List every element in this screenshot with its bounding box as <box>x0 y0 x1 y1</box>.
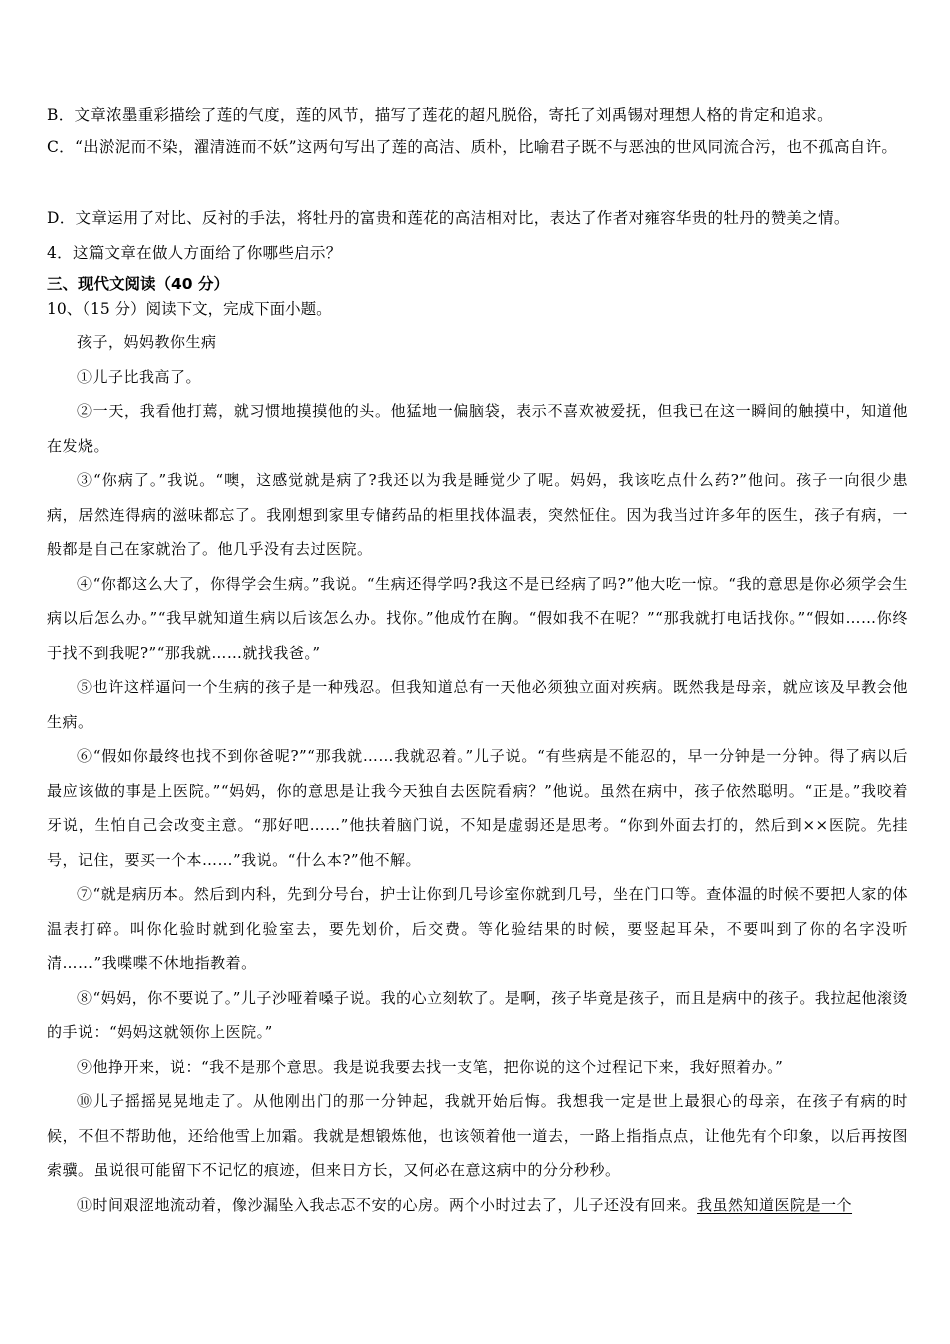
option-b: B．文章浓墨重彩描绘了莲的气度，莲的风节，描写了莲花的超凡脱俗，寄托了刘禹锡对理想人格的肯定和追求。 <box>47 106 833 124</box>
paragraph-8: ⑧“妈妈，你不要说了。”儿子沙哑着嗓子说。我的心立刻软了。是啊，孩子毕竟是孩子，而且是病中的孩子。我拉起他滚烫的手说：“妈妈这就领你上医院。” <box>47 988 908 1041</box>
paragraph-3: ③“你病了。”我说。“噢，这感觉就是病了?我还以为我是睡觉少了呢。妈妈，我该吃点什么药?”他问。孩子一向很少患病，居然连得病的滋味都忘了。我刚想到家里专储药品的柜里找体温表，突然怔住。因为我当过许多年的医生，孩子有病，一般都是自己在家就治了。他几乎没有去过医院。 <box>47 471 908 558</box>
paragraph-6: ⑥“假如你最终也找不到你爸呢?”“那我就……我就忍着。”儿子说。“有些病是不能忍的，早一分钟是一分钟。得了病以后最应该做的事是上医院。”“妈妈，你的意思是让我今天独自去医院看病？”他说。虽然在病中，孩子依然聪明。“正是。”我咬着牙说，生怕自己会改变主意。“那好吧……”他扶着脑门说，不知是虚弱还是思考。“你到外面去打的，然后到××医院。先挂号，记住，要买一个本……”我说。“什么本?”他不解。 <box>47 747 908 869</box>
paragraph-5: ⑤也许这样逼问一个生病的孩子是一种残忍。但我知道总有一天他必须独立面对疾病。既然我是母亲，就应该及早教会他生病。 <box>47 678 908 731</box>
paragraph-11 <box>47 1188 908 1223</box>
paragraph-7: ⑦“就是病历本。然后到内科，先到分号台，护士让你到几号诊室你就到几号，坐在门口等。查体温的时候不要把人家的体温表打碎。叫你化验时就到化验室去，要先划价，后交费。等化验结果的时候，要竖起耳朵，不要叫到了你的名字没听清……”我喋喋不休地指教着。 <box>47 885 908 972</box>
paragraph-11-underlined: 我虽然知道医院是一个 <box>697 1195 853 1214</box>
question-10-intro: 10、（15 分）阅读下文，完成下面小题。 <box>47 300 332 318</box>
paragraph-4: ④“你都这么大了，你得学会生病。”我说。“生病还得学吗?我这不是已经病了吗?”他大吃一惊。“我的意思是你必须学会生病以后怎么办。”“我早就知道生病以后该怎么办。找你。”他成竹在胸。“假如我不在呢？”“那我就打电话找你。”“假如……你终于找不到我呢?”“那我就……就找我爸。” <box>47 574 908 662</box>
question-4: 4．这篇文章在做人方面给了你哪些启示？ <box>47 244 342 262</box>
paragraph-1: ①儿子比我高了。 <box>77 367 202 386</box>
article-title: 孩子，妈妈教你生病 <box>77 333 217 351</box>
paragraph-10: ⑩儿子摇摇晃晃地走了。从他刚出门的那一分钟起，我就开始后悔。我想我一定是世上最狠心的母亲，在孩子有病的时候，不但不帮助他，还给他雪上加霜。我就是想锻炼他，也该领着他一道去，一路上指指点点，让他先有个印象，以后再按图索骥。虽说很可能留下不记忆的痕迹，但来日方长，又何必在意这病中的分分秒秒。 <box>47 1092 908 1179</box>
option-c: C．“出淤泥而不染，濯清涟而不妖”这两句写出了莲的高洁、质朴，比喻君子既不与恶浊的世风同流合污，也不孤高自许。 <box>47 138 898 156</box>
paragraph-9: ⑨他挣开来，说：“我不是那个意思。我是说我要去找一支笔，把你说的这个过程记下来，我好照着办。” <box>77 1057 784 1076</box>
paragraph-2: ②一天，我看他打蔫，就习惯地摸摸他的头。他猛地一偏脑袋，表示不喜欢被爱抚，但我已在这一瞬间的触摸中，知道他在发烧。 <box>47 402 908 455</box>
section-heading: 三、现代文阅读（40 分） <box>47 275 229 293</box>
option-d: D．文章运用了对比、反衬的手法，将牡丹的富贵和莲花的高洁相对比，表达了作者对雍容华贵的牡丹的赞美之情。 <box>47 209 850 227</box>
paragraph-11-text: ⑪时间艰涩地流动着，像沙漏坠入我忐忑不安的心房。两个小时过去了，儿子还没有回来。 <box>77 1195 698 1214</box>
article-body <box>47 325 908 1222</box>
